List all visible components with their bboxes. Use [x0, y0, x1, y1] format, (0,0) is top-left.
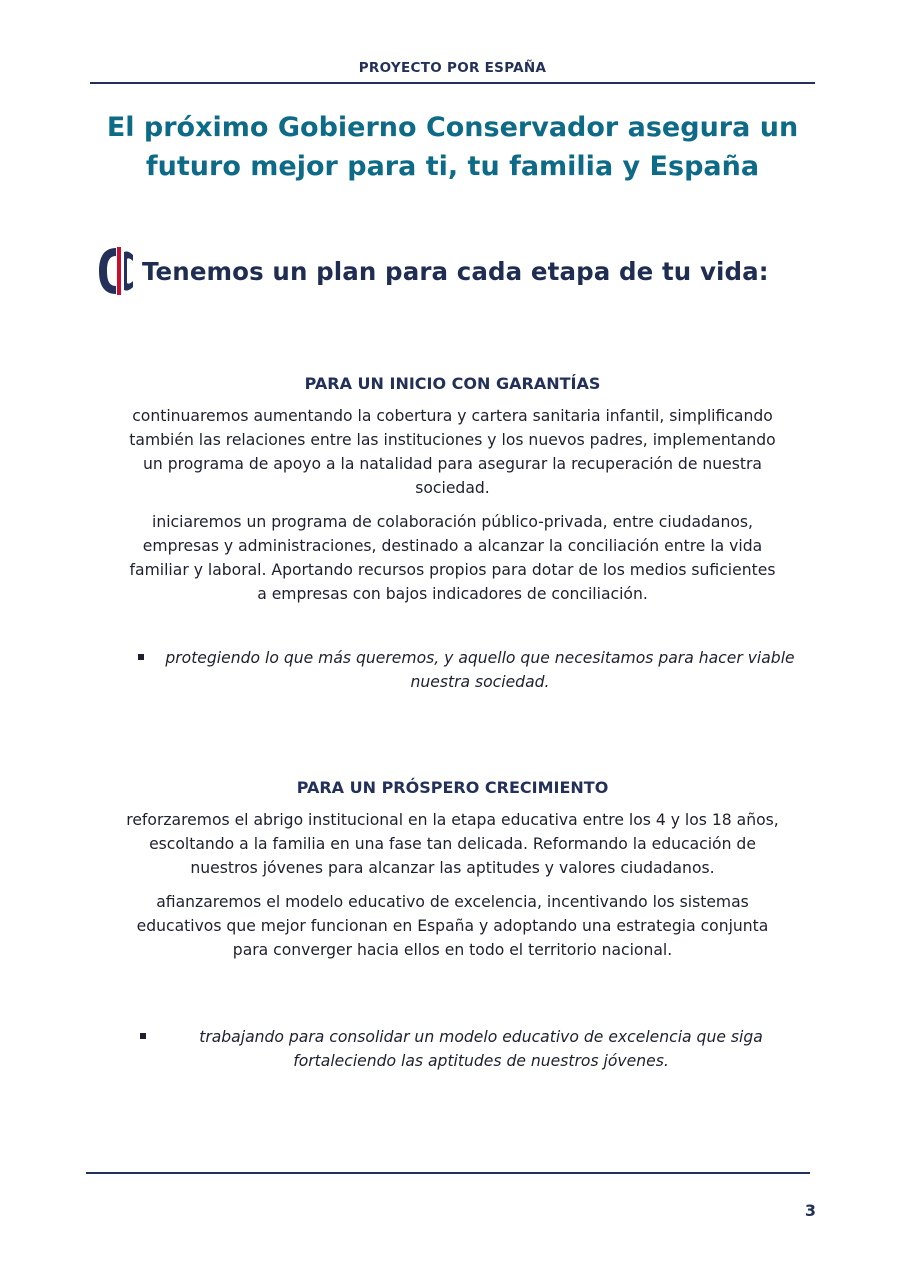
section-heading: PARA UN INICIO CON GARANTÍAS: [304, 374, 601, 393]
section-prospero-crecimiento: [125, 776, 780, 972]
square-bullet-icon: [140, 1033, 146, 1039]
page-title: El próximo Gobierno Conservador asegura un futuro mejor para ti, tu familia y España: [106, 112, 799, 182]
bullet-item: protegiendo lo que más queremos, y aquello que necesitamos para hacer viable nuestra sociedad.: [165, 649, 795, 691]
section-paragraph: iniciaremos un programa de colaboración público-privada, entre ciudadanos, empresas y administraciones, destinado a alcanzar la conciliación entre la vida familiar y laboral. Aportando recursos propios para dotar de los medios suficientes a empresas con bajos indicadores de conciliación.: [129, 513, 776, 603]
square-bullet-icon: [138, 654, 144, 660]
running-header: PROYECTO POR ESPAÑA: [358, 60, 547, 76]
section-paragraph: afianzaremos el modelo educativo de excelencia, incentivando los sistemas educativos que mejor funcionan en España y adoptando una estrategia conjunta para converger hacia ellos en todo el territorio nacional.: [136, 893, 769, 959]
bullet-item: trabajando para consolidar un modelo educativo de excelencia que siga fortaleciendo las aptitudes de nuestros jóvenes.: [199, 1028, 763, 1070]
cc-monogram-logo-icon: [96, 245, 136, 297]
header-divider: [90, 82, 815, 84]
plan-heading: [96, 245, 769, 297]
section-inicio-garantias: [125, 372, 780, 616]
plan-heading-text: Tenemos un plan para cada etapa de tu vida:: [142, 256, 769, 286]
footer-divider: [86, 1172, 810, 1174]
section-heading: PARA UN PRÓSPERO CRECIMIENTO: [296, 778, 609, 797]
section-paragraph: continuaremos aumentando la cobertura y cartera sanitaria infantil, simplificando también las relaciones entre las instituciones y los nuevos padres, implementando un programa de apoyo a la natalidad para asegurar la recuperación de nuestra sociedad.: [129, 407, 776, 497]
page-number: 3: [804, 1201, 816, 1220]
section-paragraph: reforzaremos el abrigo institucional en la etapa educativa entre los 4 y los 18 años, escoltando a la familia en una fase tan delicada. Reformando la educación de nuestros jóvenes para alcanzar las aptitudes y valores ciudadanos.: [126, 811, 779, 877]
